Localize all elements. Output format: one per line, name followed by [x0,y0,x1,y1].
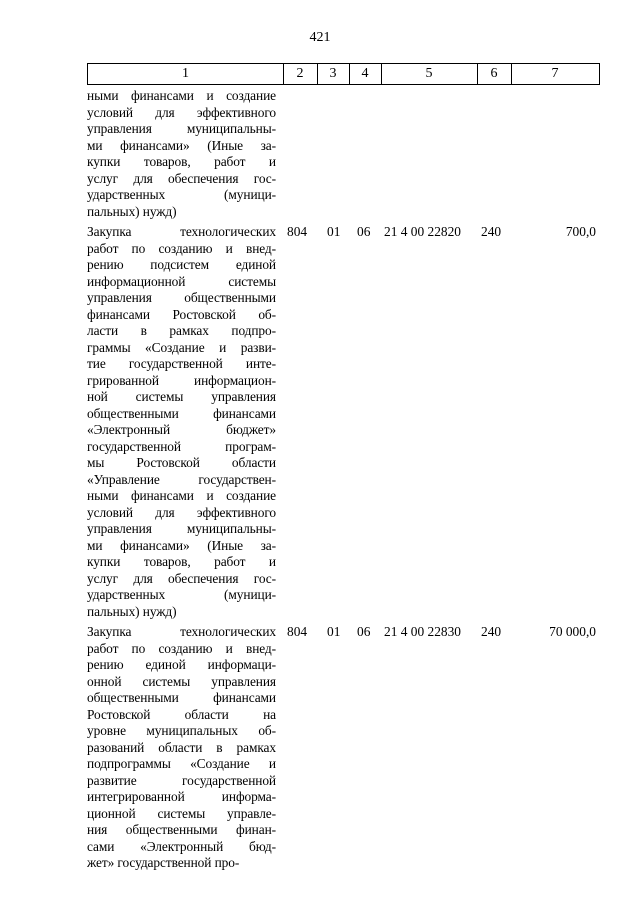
cell-ministry-code: 804 [287,624,308,639]
header-col-1: 1 [182,66,189,81]
header-col-7: 7 [551,66,559,81]
table-row [87,88,600,220]
description-line: ми финансами» (Иные за- [87,537,276,553]
description-line: купки товаров, работ и [87,154,276,169]
description-line: общественными финансами [87,690,276,705]
description-line: сами «Электронный бюд- [87,838,276,854]
description-line: услуг для обеспечения гос- [87,170,276,186]
description-line: ласти в рамках подпро- [87,323,276,338]
description-line: Ростовской области на [87,706,276,722]
cell-section: 01 [327,224,341,239]
description-line: информационной системы [87,273,276,289]
description-line: государственной програм- [87,438,276,454]
description-line: разований области в рамках [87,739,276,755]
cell-amount: 700,0 [565,224,596,239]
description-line: управления муниципальны- [87,121,276,136]
row-description [87,88,276,220]
cell-target-code: 21 4 00 22820 [384,224,461,239]
description-line: Закупка технологических [87,224,276,239]
cell-amount: 70 000,0 [549,624,596,639]
description-line: «Электронный бюджет» [87,422,276,437]
description-line: управления общественными [87,290,276,305]
description-line: ния общественными финан- [87,822,276,837]
description-line: Закупка технологических [87,624,276,639]
description-line: ми финансами» (Иные за- [87,137,276,153]
description-line: ной системы управления [87,389,276,404]
description-line: управления муниципальны- [87,521,276,536]
description-line: рению единой информаци- [87,657,276,672]
cell-ministry-code: 804 [287,224,308,239]
description-line: мы Ростовской области [87,455,276,470]
description-line: жет» государственной про- [87,855,240,870]
budget-table [87,63,600,872]
description-line: условий для эффективного [87,104,276,120]
header-col-5: 5 [425,66,433,81]
description-line: подпрограммы «Создание и [87,756,276,771]
row-description [87,224,276,620]
description-line: работ по созданию и внед- [87,240,276,256]
header-col-2: 2 [296,66,304,81]
cell-expense-type: 240 [481,624,502,639]
description-line: граммы «Создание и разви- [87,339,276,355]
table-row [87,224,600,620]
description-line: услуг для обеспечения гос- [87,570,276,586]
description-line: ными финансами и создание [87,488,276,503]
cell-target-code: 21 4 00 22830 [384,624,461,639]
description-line: интегрированной информа- [87,789,276,804]
cell-subsection: 06 [357,624,371,639]
description-line: грированной информацион- [87,372,276,388]
description-line: условий для эффективного [87,504,276,520]
table-row [87,624,600,872]
table-body [87,88,600,872]
header-col-6: 6 [490,66,498,81]
description-line: пальных) нужд) [87,603,177,619]
description-line: тие государственной инте- [87,356,276,371]
cell-section: 01 [327,624,341,639]
header-col-4: 4 [361,66,369,81]
table-header-row [87,63,600,85]
description-line: ционной системы управле- [87,805,276,821]
description-line: общественными финансами [87,405,276,421]
description-line: работ по созданию и внед- [87,640,276,656]
description-line: онной системы управления [87,673,276,689]
description-line: ударственных (муници- [87,587,276,602]
description-line: купки товаров, работ и [87,554,276,569]
cell-expense-type: 240 [481,224,502,239]
header-col-3: 3 [329,66,337,81]
description-line: уровне муниципальных об- [87,723,276,738]
description-line: финансами Ростовской об- [87,306,276,322]
description-line: рению подсистем единой [87,257,276,272]
description-line: «Управление государствен- [87,471,276,487]
page-number: 421 [309,30,331,45]
description-line: развитие государственной [87,772,276,788]
description-line: ударственных (муници- [87,187,276,202]
row-description [87,624,276,872]
description-line: пальных) нужд) [87,203,177,219]
cell-subsection: 06 [357,224,371,239]
description-line: ными финансами и создание [87,88,276,103]
